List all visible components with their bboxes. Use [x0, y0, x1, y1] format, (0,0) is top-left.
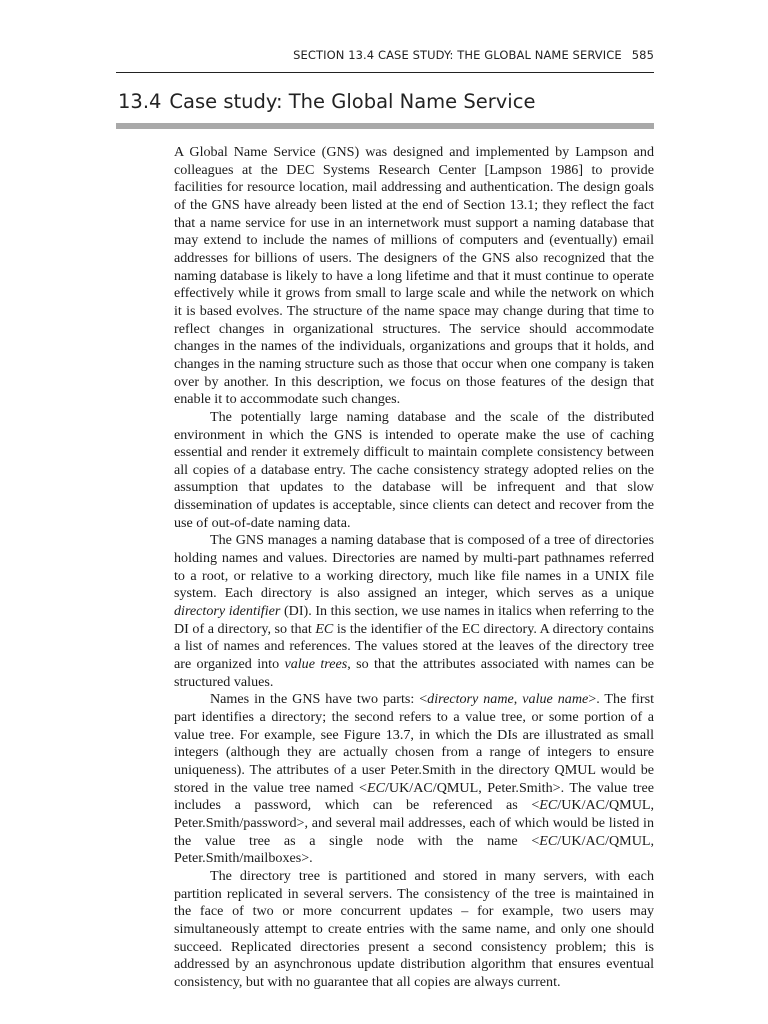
text-run: The directory tree is partitioned and stored in many servers, with each partition replicated in several servers. The consistency of the tree is maintained in the face of two or more concurrent updates – for example, two users may simultaneously attempt to create entries with the same name, and only one should succeed. Replicated directories present a second consistency problem; this is addressed by an asynchronous update distribution algorithm that ensures eventual consistency, but with no guarantee that all copies are always current.	[174, 867, 654, 990]
italic-text: value trees	[284, 656, 348, 673]
text-run: >. The first part identifies a directory; the second refers to a value tree, or some portion of a value tree. For example, see Figure 13.7, in which the DIs are illustrated as small integers (although they are actually chosen from a range of integers to ensure uniqueness). The attributes of a user Peter.Smith in the directory QMUL would be stored in the value tree named <	[174, 691, 654, 796]
paragraph	[174, 691, 654, 868]
text-run: is the identifier of the EC directory. A directory contains a list of names and references. The values stored at the leaves of the directory tree are organized into	[174, 620, 654, 673]
running-head	[0, 48, 654, 62]
paragraph	[174, 532, 654, 691]
italic-text: EC	[367, 779, 386, 796]
text-run: ,	[513, 691, 523, 708]
text-run: A Global Name Service (GNS) was designed and implemented by Lampson and colleagues at the DEC Systems Research Center [Lampson 1986] to provide facilities for resource location, mail addressing and authentication. The design goals of the GNS have already been listed at the end of Section 13.1; they reflect the fact that a name service for use in an internetwork must support a naming database that may extend to include the names of millions of computers and (eventually) email addresses for billions of users. The designers of the GNS also recognized that the naming database is likely to have a long lifetime and that it must continue to operate effectively while it grows from small to large scale and while the network on which it is based evolves. The structure of the name space may change during that time to reflect changes in organizational structures. The service should accommodate changes in the names of the individuals, organizations and groups that it holds, and changes in the naming structure such as those that occur when one company is taken over by another. In this description, we focus on those features of the design that enable it to accommodate such changes.	[174, 144, 654, 408]
text-run: The potentially large naming database and the scale of the distributed environment in which the GNS is intended to operate make the use of caching essential and render it extremely difficult to maintain complete consistency between all copies of a database entry. The cache consistency strategy adopted relies on the assumption that updates to the database will be infrequent and that slow dissemination of updates is acceptable, since clients can detect and recover from the use of out-of-date naming data.	[174, 408, 654, 531]
text-run: /UK/AC/QMUL, Peter.Smith/mailboxes>.	[174, 832, 654, 867]
section-title-bar	[116, 123, 654, 129]
text-run: /UK/AC/QMUL, Peter.Smith/password>, and several mail addresses, each of which would be listed in the value tree as a single node with the name <	[174, 797, 654, 849]
italic-text: EC	[539, 797, 558, 814]
italic-text: EC	[539, 832, 558, 849]
section-title: Case study: The Global Name Service	[169, 90, 536, 113]
page-number: 585	[631, 48, 654, 62]
header-rule	[116, 72, 654, 73]
text-run: , so that the attributes associated with names can be structured values.	[174, 656, 654, 690]
paragraph	[174, 409, 654, 533]
section-number: 13.4	[118, 90, 162, 113]
italic-text: value name	[522, 691, 589, 708]
text-run: The GNS manages a naming database that is composed of a tree of directories holding names and values. Directories are named by multi-part pathnames referred to a root, or relative to a working directory, much like file names in a UNIX file system. Each directory is also assigned an integer, which serves as a unique	[174, 532, 654, 602]
text-run: (DI). In this section, we use names in italics when referring to the DI of a directory, so that	[174, 603, 654, 637]
italic-text: directory identifier	[174, 603, 281, 620]
text-run: /UK/AC/QMUL, Peter.Smith>. The value tree includes a password, which can be referenced as <	[174, 779, 655, 814]
paragraph	[174, 868, 654, 992]
section-heading	[118, 90, 535, 113]
body-text	[174, 144, 654, 992]
italic-text: directory name	[427, 691, 514, 708]
paragraph	[174, 144, 654, 409]
running-title: SECTION 13.4 CASE STUDY: THE GLOBAL NAME SERVICE	[293, 48, 622, 62]
italic-text: EC	[315, 620, 334, 637]
text-run: Names in the GNS have two parts: <	[210, 691, 428, 708]
